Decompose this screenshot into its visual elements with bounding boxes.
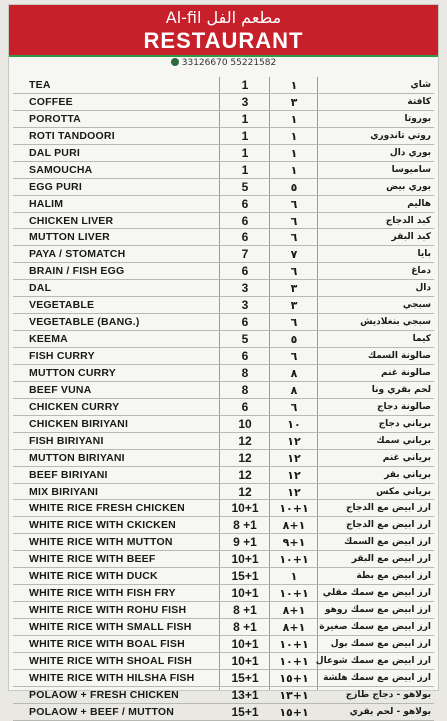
item-name: POROTTA [29,112,81,125]
menu-item-row [9,568,438,585]
item-price: 15+1 [231,569,259,584]
item-name: MUTTON CURRY [29,366,116,379]
item-name: FISH BIRIYANI [29,434,104,447]
item-name-arabic: ارز ابيض مع سمك روهو [324,605,431,616]
item-name-arabic: هاليم [407,198,431,209]
item-name-arabic: بوري بيض [386,181,431,192]
item-price: 6 [241,315,249,330]
item-price: 10+1 [231,586,259,601]
item-name-arabic: ارز ابيض مع سمك بول [330,638,431,649]
item-price: 8 +1 [233,603,257,618]
item-price: 1 [241,111,249,126]
item-name: CHICKEN BIRIYANI [29,417,129,430]
item-name: WHITE RICE FRESH CHICKEN [29,502,185,515]
item-price-arabic: ٦ [290,214,298,228]
item-name: WHITE RICE WITH BEEF [29,553,156,566]
item-price-arabic: ١+١٠ [279,637,309,651]
item-price-arabic: ٦ [290,231,298,245]
item-name: CHICKEN LIVER [29,214,114,227]
item-price-arabic: ١+١٥ [279,671,309,685]
item-name: POLAOW + FRESH CHICKEN [29,688,179,701]
header-banner [9,5,438,55]
item-name: WHITE RICE WITH DUCK [29,570,158,583]
item-price-arabic: ٨ [290,383,298,397]
item-name-arabic: ارز ابيض مع سمك مقلي [322,588,431,599]
item-name: WHITE RICE WITH SHOAL FISH [29,654,193,667]
menu-item-row [9,128,438,145]
item-name: WHITE RICE WITH SMALL FISH [29,621,192,633]
item-name: CHICKEN CURRY [29,400,120,413]
menu-item-row [9,433,438,450]
item-price: 6 [241,230,249,245]
item-name: BEEF BIRIYANI [29,468,108,481]
item-name-arabic: برياني غنم [382,452,431,463]
item-name: DAL PURI [29,146,80,159]
item-name-arabic: ارز ابيض مع سمك شوعال [315,655,431,666]
menu-item-row [9,348,438,365]
menu-item-row [9,196,438,213]
item-name: WHITE RICE WITH HILSHA FISH [29,671,195,684]
item-name-arabic: صالونة دجاج [376,401,431,412]
item-name-arabic: برياني دجاج [378,418,431,429]
menu-item-row [9,585,438,602]
item-price-arabic: ١+١٣ [279,688,309,702]
menu-item-row [9,534,438,551]
item-name-arabic: دماغ [411,266,431,277]
item-price: 7 [241,247,249,262]
menu-table [9,77,438,721]
menu-item-row [9,399,438,416]
item-price-arabic: ١+١٠ [279,502,309,516]
whatsapp-icon [171,58,179,66]
item-price-arabic: ٦ [290,265,298,279]
item-name-arabic: ساميوسا [391,164,431,175]
item-name: ROTI TANDOORI [29,129,115,142]
item-name: KEEMA [29,333,68,346]
item-price-arabic: ٨ [290,366,298,380]
item-price-arabic: ٦ [290,197,298,211]
menu-item-row [9,145,438,162]
item-name: WHITE RICE WITH MUTTON [29,536,173,549]
menu-item-row [9,704,438,721]
menu-item-row [9,517,438,534]
item-name: FISH CURRY [29,350,95,362]
item-name-arabic: ارز ابيض مع الدجاج [346,520,431,531]
menu-item-row [9,653,438,670]
menu-item-row [9,382,438,399]
item-name-arabic: كبد البقر [391,232,431,243]
brand-arabic: مطعم الفل [206,8,282,27]
menu-item-row [9,636,438,653]
item-name-arabic: شاي [410,80,431,90]
menu-item-row [9,297,438,314]
item-price-arabic: ١+١٠ [279,553,309,567]
item-name: PAYA / STOMATCH [29,248,126,261]
menu-item-row [9,500,438,517]
restaurant-title: RESTAURANT [143,28,304,53]
item-price: 12 [238,450,252,465]
item-price-arabic: ٥ [290,333,298,347]
item-name: MUTTON LIVER [29,231,110,244]
item-price-arabic: ١ [290,163,298,177]
menu-item-row [9,687,438,704]
item-name: WHITE RICE WITH FISH FRY [29,587,176,600]
item-name-arabic: سبجي [402,300,431,311]
item-price: 13+1 [231,687,259,702]
item-price: 3 [241,281,249,296]
menu-item-row [9,213,438,230]
menu-item-row [9,162,438,179]
item-price: 5 [241,332,249,347]
menu-item-row [9,416,438,433]
item-price-arabic: ١٢ [287,468,301,482]
menu-item-row [9,263,438,280]
item-name-arabic: ارز ابيض مع سمك هلشة [323,672,431,683]
item-name: BEEF VUNA [29,383,92,396]
item-name-arabic: كيما [412,334,431,345]
menu-item-row [9,246,438,263]
menu-item-row [9,551,438,568]
item-name-arabic: صالونة غنم [381,367,431,378]
item-price: 12 [238,433,252,448]
menu-item-row [9,280,438,297]
menu-item-row [9,94,438,111]
item-price: 15+1 [231,670,259,685]
brand-latin: Al-fil [165,8,202,27]
item-name: COFFEE [29,95,73,108]
item-name-arabic: كبد الدجاج [385,215,431,226]
item-price: 6 [241,196,249,211]
item-price: 3 [241,94,249,109]
item-name-arabic: ارز ابيض مع الدجاج [346,503,431,514]
item-price-arabic: ١٢ [287,451,301,465]
item-name: WHITE RICE WITH BOAL FISH [29,637,185,650]
item-name: MUTTON BIRIYANI [29,451,125,464]
item-price-arabic: ١ [290,112,298,126]
item-name-arabic: ارز ابيض مع بطة [356,571,431,582]
item-price: 10 [238,416,252,431]
item-price: 1 [241,78,249,92]
item-price: 1 [241,145,249,160]
item-name-arabic: بولاهو - دجاج طازج [345,689,431,700]
phone-numbers [9,57,438,70]
item-name: TEA [29,79,51,91]
item-price-arabic: ١+٨ [282,621,306,634]
item-price: 8 [241,365,249,380]
menu-item-row [9,111,438,128]
item-price-arabic: ١+١٥ [279,705,309,719]
item-name-arabic: بولاهو - لحم بقري [349,706,431,717]
item-price: 9 +1 [233,535,257,550]
item-name-arabic: بوري دال [389,147,431,158]
item-name-arabic: سبجي بنغلاديش [360,317,431,328]
item-price-arabic: ٦ [290,350,298,363]
item-name: VEGETABLE (BANG.) [29,316,140,329]
item-price-arabic: ٦ [290,316,298,330]
item-price-arabic: ١٢ [287,434,301,448]
item-name: DAL [29,282,52,295]
item-price-arabic: ١ [290,129,298,143]
item-price-arabic: ١+١٠ [279,587,309,601]
item-name: VEGETABLE [29,299,95,312]
item-name-arabic: ارز ابيض مع سمك صغيرة [319,622,431,632]
menu-item-row [9,229,438,246]
item-price: 8 +1 [233,518,257,533]
item-name: WHITE RICE WITH CKICKEN [29,519,176,532]
item-price: 6 [241,213,249,228]
item-price-arabic: ١ [290,146,298,160]
item-price: 12 [238,467,252,482]
item-price-arabic: ٦ [290,400,298,414]
item-price: 1 [241,128,249,143]
item-name: SAMOUCHA [29,163,93,176]
menu-item-row [9,365,438,382]
item-price: 6 [241,399,249,414]
menu-item-row [9,314,438,331]
menu-item-row [9,331,438,348]
item-price: 1 [241,162,249,177]
item-price: 6 [241,349,249,363]
item-price: 10+1 [231,501,259,516]
menu-board [8,4,439,719]
menu-item-row [9,619,438,636]
item-name: EGG PURI [29,180,82,193]
item-price: 10+1 [231,552,259,567]
menu-item-row [9,450,438,467]
menu-item-row [9,670,438,687]
item-name-arabic: دال [415,283,431,294]
item-name: MIX BIRIYANI [29,485,99,498]
item-name: WHITE RICE WITH ROHU FISH [29,604,187,617]
item-name: BRAIN / FISH EGG [29,265,125,278]
menu-item-row [9,484,438,501]
item-name-arabic: روتي تاندوري [370,130,431,141]
item-price: 3 [241,298,249,313]
item-name-arabic: كافتة [407,96,431,107]
item-price-arabic: ١ [290,570,298,584]
item-price-arabic: ١٠ [287,417,301,431]
item-price: 15+1 [231,704,259,719]
item-price-arabic: ٣ [290,299,298,313]
item-name-arabic: ارز ابيض مع البقر [351,554,431,565]
item-price-arabic: ٣ [290,282,298,296]
item-name-arabic: بايا [417,249,431,260]
item-price: 8 +1 [233,620,257,634]
item-price: 6 [241,264,249,279]
item-name-arabic: برياني سمك [376,435,431,446]
menu-item-row [9,77,438,94]
item-price-arabic: ١+٨ [282,604,306,618]
item-price-arabic: ١+٨ [282,519,306,533]
item-price-arabic: ١+٩ [282,536,306,550]
item-price: 5 [241,179,249,194]
item-price: 10+1 [231,653,259,668]
item-name: POLAOW + BEEF / MUTTON [29,705,175,718]
item-name-arabic: صالونة السمك [367,351,431,361]
item-price-arabic: ١ [290,79,298,92]
item-price-arabic: ٥ [290,180,298,194]
item-price: 12 [238,484,252,499]
brand-name [9,8,438,28]
item-name-arabic: بوروتا [404,113,431,124]
item-price: 10+1 [231,636,259,651]
menu-item-row [9,602,438,619]
item-price-arabic: ٧ [290,248,298,262]
item-price: 8 [241,382,249,397]
menu-item-row [9,179,438,196]
item-price-arabic: ١+١٠ [279,654,309,668]
item-name-arabic: برياني بقر [384,469,431,480]
menu-item-row [9,467,438,484]
item-name: HALIM [29,197,64,210]
item-name-arabic: برياني مكس [376,486,431,497]
item-name-arabic: لحم بقري ونا [371,384,431,395]
item-name-arabic: ارز ابيض مع السمك [343,537,431,548]
item-price-arabic: ١٢ [287,485,301,499]
item-price-arabic: ٣ [290,95,298,109]
phone-text: 33126670 55221582 [181,58,277,68]
